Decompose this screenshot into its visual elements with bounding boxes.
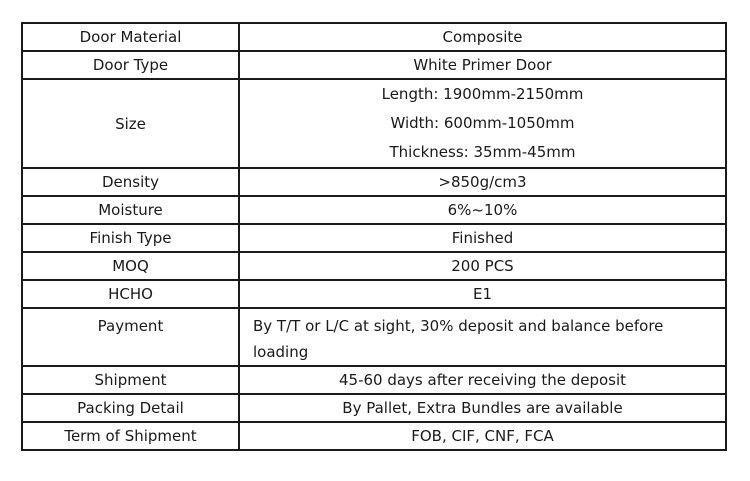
- spec-value: FOB, CIF, CNF, FCA: [239, 422, 726, 450]
- spec-row-moisture: [22, 196, 726, 224]
- spec-value: [239, 79, 726, 168]
- size-length-line: Length: 1900mm-2150mm: [381, 85, 584, 103]
- spec-label: Door Type: [22, 51, 239, 79]
- spec-label: Term of Shipment: [22, 422, 239, 450]
- spec-row-hcho: [22, 280, 726, 308]
- spec-label: Density: [22, 168, 239, 196]
- size-width-line: Width: 600mm-1050mm: [390, 114, 575, 132]
- spec-label: Packing Detail: [22, 394, 239, 422]
- size-thickness-line: Thickness: 35mm-45mm: [389, 143, 576, 161]
- spec-value: Finished: [239, 224, 726, 252]
- spec-row-payment: [22, 308, 726, 366]
- spec-row-finish-type: [22, 224, 726, 252]
- spec-value: By Pallet, Extra Bundles are available: [239, 394, 726, 422]
- spec-row-packing-detail: [22, 394, 726, 422]
- spec-label: MOQ: [22, 252, 239, 280]
- spec-row-shipment: [22, 366, 726, 394]
- spec-value: Composite: [239, 23, 726, 51]
- spec-value: 45-60 days after receiving the deposit: [239, 366, 726, 394]
- spec-value: White Primer Door: [239, 51, 726, 79]
- spec-value: E1: [239, 280, 726, 308]
- spec-row-door-material: [22, 23, 726, 51]
- spec-row-moq: [22, 252, 726, 280]
- spec-value: 200 PCS: [239, 252, 726, 280]
- spec-label: Shipment: [22, 366, 239, 394]
- spec-value: 6%~10%: [239, 196, 726, 224]
- spec-row-density: [22, 168, 726, 196]
- spec-row-size: [22, 79, 726, 168]
- spec-row-term-of-shipment: [22, 422, 726, 450]
- spec-label: Payment: [22, 308, 239, 366]
- spec-label: Door Material: [22, 23, 239, 51]
- spec-label: Moisture: [22, 196, 239, 224]
- spec-value: By T/T or L/C at sight, 30% deposit and balance before loading: [239, 308, 726, 366]
- spec-label: Finish Type: [22, 224, 239, 252]
- product-spec-table: [21, 22, 727, 451]
- spec-label: HCHO: [22, 280, 239, 308]
- spec-label: Size: [22, 79, 239, 168]
- spec-row-door-type: [22, 51, 726, 79]
- spec-value: >850g/cm3: [239, 168, 726, 196]
